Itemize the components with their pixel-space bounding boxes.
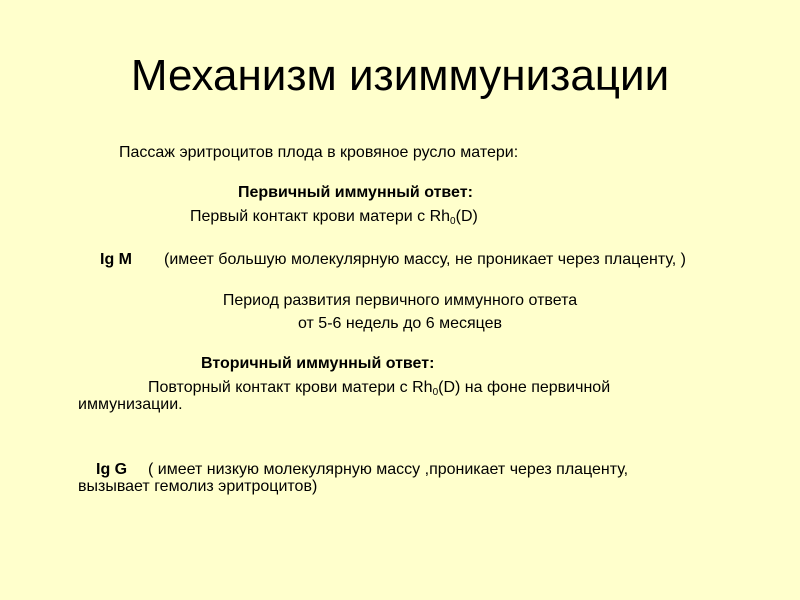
secondary-contact-prefix: Повторный контакт крови матери с Rh [148,379,433,396]
primary-period-text: Период развития первичного иммунного ответа [222,292,578,309]
igm-label: Ig M [100,251,132,268]
secondary-response-heading: Вторичный иммунный ответ: [201,355,435,372]
secondary-contact-suffix: (D) на фоне первичной [438,379,611,396]
primary-response-heading: Первичный иммунный ответ: [238,184,473,201]
primary-contact-suffix: (D) [455,208,478,225]
igg-description-line2: вызывает гемолиз эритроцитов) [78,478,318,495]
secondary-contact-text [148,378,610,398]
slide-title: Механизм изиммунизации [130,51,670,100]
primary-contact-prefix: Первый контакт крови матери с Rh [190,208,451,225]
primary-period-range: от 5-6 недель до 6 месяцев [297,315,503,332]
igm-description: (имеет большую молекулярную массу, не проникает через плаценту, ) [164,251,686,268]
igg-description-line1: ( имеет низкую молекулярную массу ,проникает через плаценту, [148,461,629,478]
igg-label: Ig G [96,461,128,478]
secondary-contact-text-line2: иммунизации. [78,396,183,413]
secondary-contact-subscript: 0 [432,387,439,398]
primary-contact-text [190,207,478,227]
primary-contact-subscript: 0 [450,216,456,227]
passage-text: Пассаж эритроцитов плода в кровяное русло матери: [119,144,519,161]
